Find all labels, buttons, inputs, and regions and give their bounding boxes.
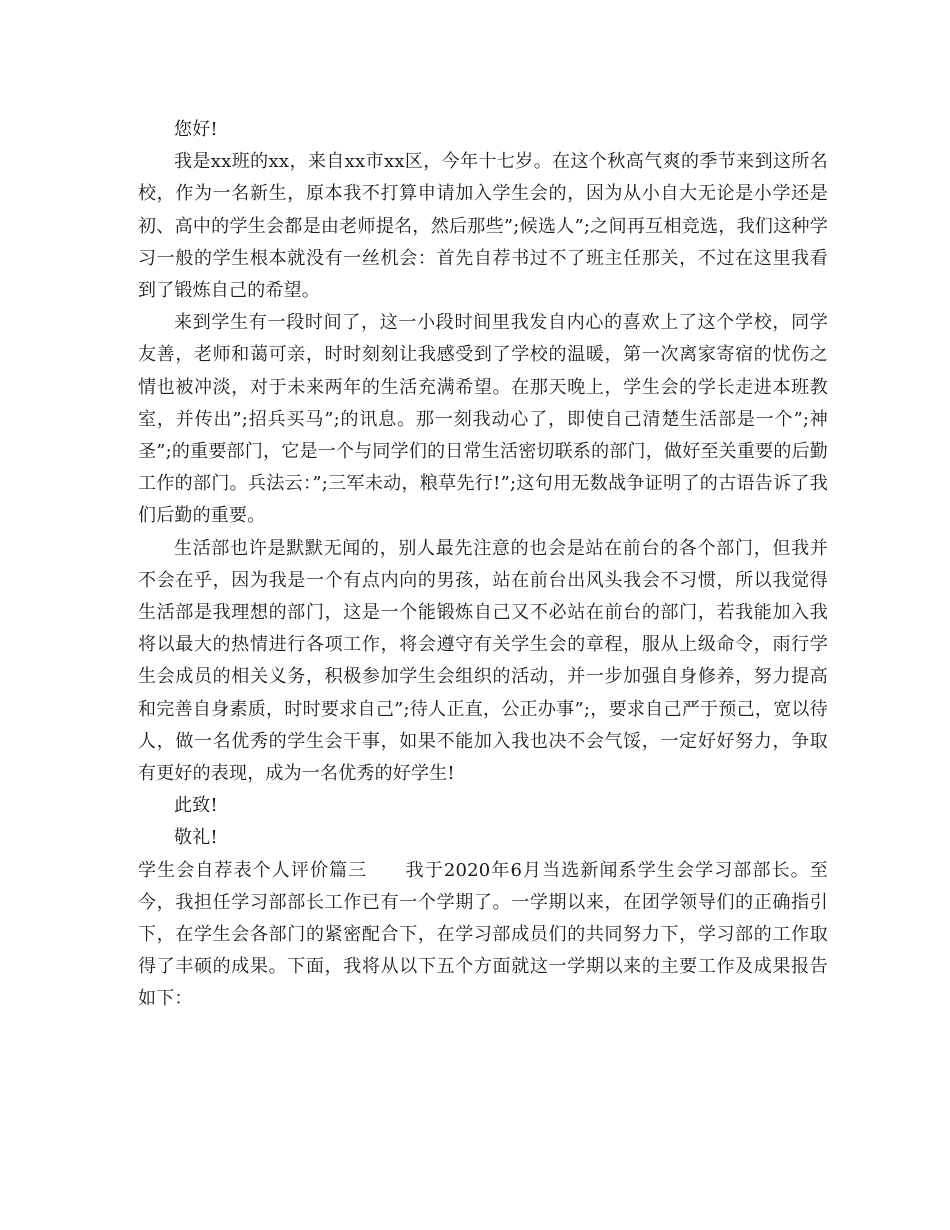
paragraph-life-department: 生活部也许是默默无闻的，别人最先注意的也会是站在前台的各个部门，但我并不会在乎，因为我是一个有点内向的男孩，站在前台出风头我会不习惯，所以我觉得生活部是我理想的部门，这是一个能锻炼自己又不必站在前台的部门，若我能加入我将以最大的热情进行各项工作，将会遵守有关学生会的章程，服从上级命令，雨行学生会成员的相关义务，积极参加学生会组织的活动，并一步加强自身修养，努力提高和完善自身素质，时时要求自己”;待人正直，公正办事”;，要求自己严于预己，宽以待人，做一名优秀的学生会干事，如果不能加入我也决不会气馁，一定好好努力，争取有更好的表现，成为一名优秀的好学生! xyxy=(138,537,828,785)
paragraph-section-three: 学生会自荐表个人评价篇三 我于2020年6月当选新闻系学生会学习部部长。至今，我担任学习部部长工作已有一个学期了。一学期以来，在团学领导们的正确指引下，在学生会各部门的紧密配合下，在学习部成员们的共同努力下，学习部的工作取得了丰硕的成果。下面，我将从以下五个方面就这一学期以来的主要工作及成果报告如下： xyxy=(138,859,828,1010)
paragraph-school-life: 来到学生有一段时间了，这一小段时间里我发自内心的喜欢上了这个学校，同学友善，老师和蔼可亲，时时刻刻让我感受到了学校的温暖，第一次离家寄宿的忧伤之情也被冲淡，对于未来两年的生活充满希望。在那天晚上，学生会的学长走进本班教室，并传出”;招兵买马”;的讯息。那一刻我动心了，即使自己清楚生活部是一个”;神圣”;的重要部门，它是一个与同学们的日常生活密切联系的部门，做好至关重要的后勤工作的部门。兵法云：”;三军未动，粮草先行!”;这句用无数战争证明了的古语告诉了我们后勤的重要。 xyxy=(138,312,828,527)
paragraph-introduction: 我是xx班的xx，来自xx市xx区，今年十七岁。在这个秋高气爽的季节来到这所名校，作为一名新生，原本我不打算申请加入学生会的，因为从小自大无论是小学还是初、高中的学生会都是由老师提名，然后那些”;候选人”;之间再互相竞选，我们这种学习一般的学生根本就没有一丝机会：首先自荐书过不了班主任那关，不过在这里我看到了锻炼自己的希望。 xyxy=(138,151,828,302)
document-body xyxy=(138,114,828,1016)
closing-regards: 敬礼! xyxy=(174,827,218,849)
closing-salutation: 此致! xyxy=(174,795,218,817)
greeting: 您好! xyxy=(174,119,218,140)
